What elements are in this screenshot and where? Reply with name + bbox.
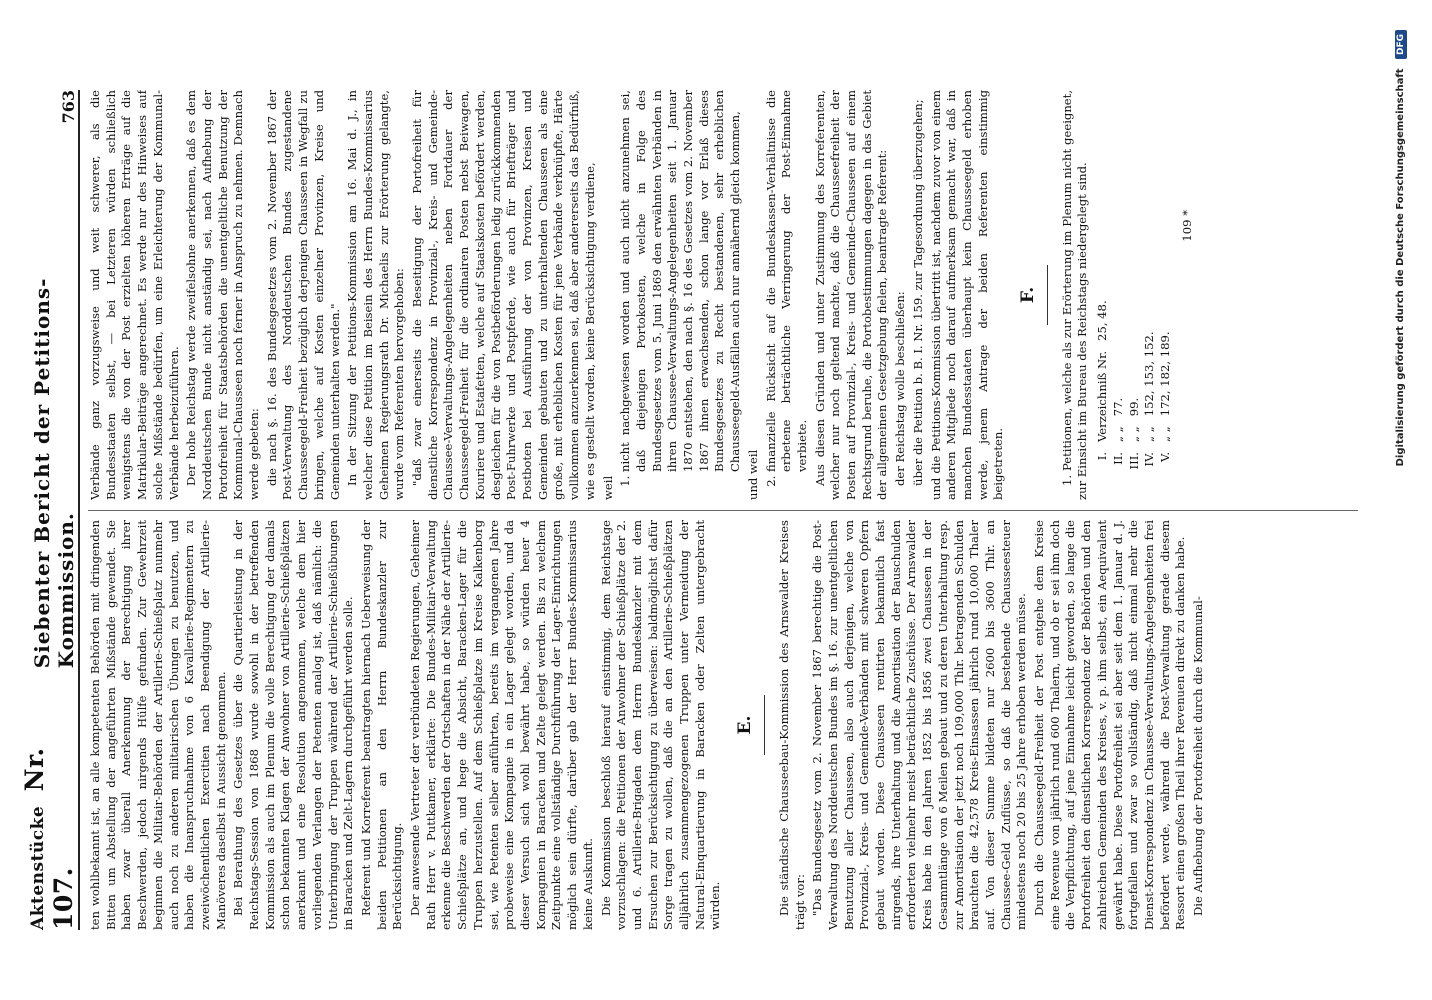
section-heading-f: F. [1018, 286, 1039, 304]
list-values: 152, 153, 152. [1142, 331, 1157, 417]
reasons-list [618, 90, 744, 472]
credit-text: Digitalisierung gefördert durch die Deutsche Forschungsgemeinschaft [1395, 68, 1406, 467]
roman-numeral: II. [1110, 452, 1125, 465]
paragraph: In der Sitzung der Petitions-Kommission am 16. Mai d. J., in welcher diese Petition im Beisein des Herrn Bundes-Kommissarius Geheimen Regierungsrath Dr. Michaelis zur Erörterung gelangte, wurde vom Referenten hervorgehoben: [345, 90, 407, 500]
paragraph: ten wohlbekannt ist, an alle kompetenten Behörden mit dringenden Bitten um Abstellung der angeführten Mißstände gewendet. Sie haben zwar überall Anerkennung der Berechtigung ihrer Beschwerden, jedoch nirgends Hülfe gefunden. Zur Gewehrzeit beginnen die Militair-Behörden der Artillerie-Schießplatz nunmehr auch noch zu anderen militairischen Übungen zu benutzen, und haben die Inanspruchnahme von 6 Kavallerie-Regimentern zu zweiwöchentlichen Exercitien nach Beendigung der Artillerie-Manöveres daselbst in Aussicht genommen. [88, 520, 228, 930]
reasons-list-2 [764, 90, 811, 472]
paragraph: Die Aufhebung der Portofreiheit durch die Kommunal- [1191, 596, 1206, 916]
paragraph: 1. Petitionen, welche als zur Erörterung im Plenum nicht geeignet, zur Einsicht im Bureau des Reichstags niedergelegt sind. [1059, 90, 1090, 500]
list-values: 77. [1110, 397, 1125, 417]
paragraph: über die Petition b. B. I. Nr. 159. zur Tagesordnung überzugehen; [910, 99, 925, 486]
paragraph: die nach §. 16. des Bundesgesetzes vom 2. November 1867 der Post-Verwaltung des Norddeutschen Bundes zugestandene Chausseegeld-Freiheit bezüglich derjenigen Chausseen in Wegfall zu bringen, welche auf Kosten einzelner Provinzen, Kreise und Gemeinden unterhalten werden." [264, 90, 342, 500]
paragraph: und die Petitions-Kommission übertritt ist, nachdem zuvor von einem anderen Mitgliede noch darauf aufmerksam gemacht war, daß in manchen Bundesstaaten überhaupt kein Chausseegeld erhoben werde, jenem Antrage der beiden Referenten einstimmig beigetreten. [928, 90, 1006, 500]
digitization-credit [1395, 30, 1407, 910]
section-divider [1047, 265, 1048, 325]
page-header [20, 90, 80, 930]
list-prefix: Verzeichniß Nr. [1095, 350, 1110, 442]
paragraph: Bei Berathung des Gesetzes über die Quartierleistung in der Reichstags-Session von 1868 wurde sowohl in der betreffenden Kommission als auch im Plenum die volle Berechtigung der damals schon bekannten Klagen der Anwohner von Artillerie-Schießplätzen anerkannt und eine Resolution angenommen, welche dem hier vorliegenden Verlangen der Petenten analog ist, daß nämlich: die Unterbringung der Truppen während der Artillerie-Schießübungen in Baracken und Zelt-Lagern durchgeführt werden solle. [231, 520, 356, 930]
paragraph: Die Kommission beschloß hierauf einstimmig, dem Reichstage vorzuschlagen: die Petitionen der Anwohner der Schießplätze der 2. und 6. Artillerie-Brigaden dem Herrn Bundeskanzler mit dem Ersuchen zur Berücksichtigung zu überweisen: baldmöglichst dafür Sorge tragen zu wollen, daß die an den Artillerie-Schießplätzen alljährlich zusammengezogenen Truppen unter Vermeidung der Natural-Einquartierung in Baracken oder Zelten untergebracht würden. [598, 520, 723, 930]
document-number: Nr. 107. [20, 747, 78, 930]
left-column [88, 520, 1362, 930]
list-item: 2. finanzielle Rücksicht auf die Bundeskassen-Verhältnisse die erbetene beträchtliche Verringerung der Post-Einnahme verbiete. [764, 90, 811, 472]
paragraph: Die ständische Chausseebau-Kommission des Arnswalder Kreises trägt vor: [776, 520, 807, 930]
dfg-logo: DFG [1395, 30, 1407, 59]
page-signature: 109 * [1179, 210, 1194, 242]
list-values: 99. [1126, 397, 1141, 417]
paragraph: Referent und Korreferent beantragten hiernach Ueberweisung der beiden Petitionen an den Herrn Bundeskanzler zur Berücksichtigung. [358, 520, 405, 930]
roman-numeral: V. [1158, 452, 1172, 463]
page-number: 763 [59, 90, 78, 124]
und-weil-label: und weil [745, 449, 760, 500]
paragraph: "Das Bundesgesetz vom 2. November 1867 berechtige die Post-Verwaltung des Norddeutschen Bundes im §. 16. zur unentgeltlichen Benutzung aller Chausseen, also auch derjenigen, welche von Provinzial-, Kreis- und Gemeinde-Verbänden mit schweren Opfern gebaut worden. Diese Chausseen rentirten bekanntlich fast nirgends, ihre Unterhaltung und die Amortisation der Bauschulden erforderten vielmehr meist beträchtliche Zuschüsse. Der Arnswalder Kreis habe in den Jahren 1852 bis 1856 zwei Chausseen in der Gesammtlänge von 6 Meilen gebaut und zu deren Unterhaltung resp. zur Amortisation der jetzt noch 109,000 Thlr. betragenden Schulden brauchten die 42,578 Kreis-Einsassen jährlich rund 10,000 Thaler auf. Von dieser Summe bildeten nur 2600 bis 3600 Thlr. an Chaussee-Geld Zuflüsse, so daß die bestehende Chausseesteuer mindestens noch 20 bis 25 Jahre erhoben werden müsse. [810, 520, 1029, 930]
list-item: 1. nicht nachgewiesen worden und auch nicht anzunehmen sei, daß diejenigen Portokosten, welche in Folge des Bundesgesetzes vom 5. Juni 1869 den erwähnten Verbänden in ihren Chaussee-Verwaltungs-Angelegenheiten seit 1. Januar 1870 entstehen, den nach §. 16 des Gesetzes vom 2. November 1867 ihnen erwachsenden, schon lange vor Erlaß dieses Bundesgesetzes zu Recht bestandenen, sehr erheblichen Chausseegeld-Ausfällen auch nur annähernd gleich kommen, [618, 90, 744, 472]
header-left [20, 668, 78, 930]
paragraph: Durch die Chausseegeld-Freiheit der Post entgehe dem Kreise eine Revenue von jährlich rund 600 Thalern, und ob er sei ihm doch die Verpflichtung, auf jene Einnahme leicht geworden, so lange die Portofreiheit den dienstlichen Korrespondenz der Behörden und den zahlreichen Gemeinden des Kreises, v. p. ihm selbst, ein Aequivalent gewährt habe. Diese Portofreiheit sei aber seit dem 1. Januar d. J. fortgefallen und zwar so vollständig, daß nicht einmal mehr die Dienst-Korrespondenz in Chaussee-Verwaltungs-Angelegenheiten frei befördert werde, während die Post-Verwaltung gerade diesem Ressort einen großen Theil ihrer Revenuen direkt zu danken habe. [1032, 520, 1188, 930]
section-divider [764, 695, 765, 755]
roman-numeral: III. [1126, 452, 1141, 470]
report-title: Siebenter Bericht der Petitions-Kommission. [30, 277, 78, 669]
list-values: 25, 48. [1095, 300, 1110, 341]
roman-numeral: IV. [1142, 452, 1157, 467]
weil-label: weil [600, 475, 615, 500]
petition-index-list [1095, 90, 1174, 482]
header-prefix: Aktenstücke [28, 805, 48, 930]
list-item [1158, 90, 1174, 482]
paragraph: der Reichstag wolle beschließen: [893, 291, 908, 486]
list-item [1095, 90, 1111, 482]
paragraph: Der hohe Reichstag werde zweifelsohne anerkennen, daß es dem Norddeutschen Bunde nicht anständig sei, nach Aufhebung der Portofreiheit für Staatsbehörden die unentgeltliche Benutzung der Kommunal-Chausseen noch ferner in Anspruch zu nehmen. Demnach werde gebeten: [184, 90, 262, 500]
list-prefix: „ „ [1110, 426, 1125, 442]
list-prefix: „ „ [1142, 426, 1157, 442]
list-prefix: „ „ [1126, 426, 1141, 442]
list-item [1142, 90, 1158, 482]
paragraph: Der anwesende Vertreter der verbündeten Regierungen, Geheimer Rath Herr v. Puttkamer, erklärte: Die Bundes-Militair-Verwaltung erkenne die Beschwerden der Ortschaften in der Nähe der Artillerie-Schießplätze an, und hege die Absicht, Baracken-Lager für die Truppen herzustellen. Auf dem Schießplatze im Kreise Kalkenborg sei, wie Petenten selber anführten, bereits im vergangenen Jahre probeweise eine Kompagnie in ein Lager gelegt worden, und da dieser Versuch sich wohl bewährt habe, so würden heuer 4 Kompagnien in Baracken und Zelte gelegt werden. Bis zu welchem Zeitpunkte eine vollständige Durchführung der Lager-Einrichtungen möglich sein dürfte, darüber gab der Herr Bundes-Kommissarius keine Auskunft. [408, 520, 595, 930]
list-values: 172, 182, 189. [1158, 331, 1172, 417]
right-column [88, 90, 1362, 500]
list-item [1111, 90, 1127, 482]
list-item [1127, 90, 1143, 482]
column-divider [88, 510, 1358, 511]
section-heading-e: E. [735, 715, 756, 735]
paragraph: Aus diesen Gründen und unter Zustimmung des Korreferenten, welcher nur noch geltend machte, daß die Chausseefreiheit der Posten auf Provinzial-, Kreis- und Gemeinde-Chausseen auf einem Rechtsgrund beruhe, die Portobestimmungen dagegen in das Gebiet der allgemeinen Gesetzgebung fielen, beantragte Referent: [812, 90, 890, 500]
roman-numeral: I. [1095, 452, 1110, 461]
paragraph: "daß zwar einerseits die Beseitigung der Portofreiheit für dienstliche Korrespondenz in Provinzial-, Kreis- und Gemeinde-Chaussee-Verwaltungs-Angelegenheiten neben Fortdauer der Chausseegeld-Freiheit für die ordinairen Posten nebst Beiwagen, Kouriere und Estafetten, welche auf Staatskosten befördert werden, desgleichen für die von Postbeförderungen ledig zurückkommenden Post-Fuhrwerke und Postpferde, wie auch für Briefträger und Postboten bei Ausführung der von Provinzen, Kreisen und Gemeinden gebauten und zu unterhaltenden Chausseen als eine große, mit erheblichen Kosten für jene Verbände verknüpfte, Härte vollkommen anzuerkennen sei, daß aber andererseits das Bedürfniß, wie es gestellt worden, keine Berücksichtigung verdiene, [410, 90, 597, 500]
paragraph: Verbände ganz vorzugsweise und weit schwerer, als die Bundesstaaten selbst, — bei Letzteren würden schließlich wenigstens die von der Post erzielten höheren Erträge auf die Matrikular-Beiträge angerechnet. Es werde nur des Hinweises auf solche Mißstände bedürfen, um eine Erleichterung der Kommunal-Verbände herbeizuführen. [88, 90, 181, 500]
list-prefix: „ „ [1158, 426, 1172, 442]
